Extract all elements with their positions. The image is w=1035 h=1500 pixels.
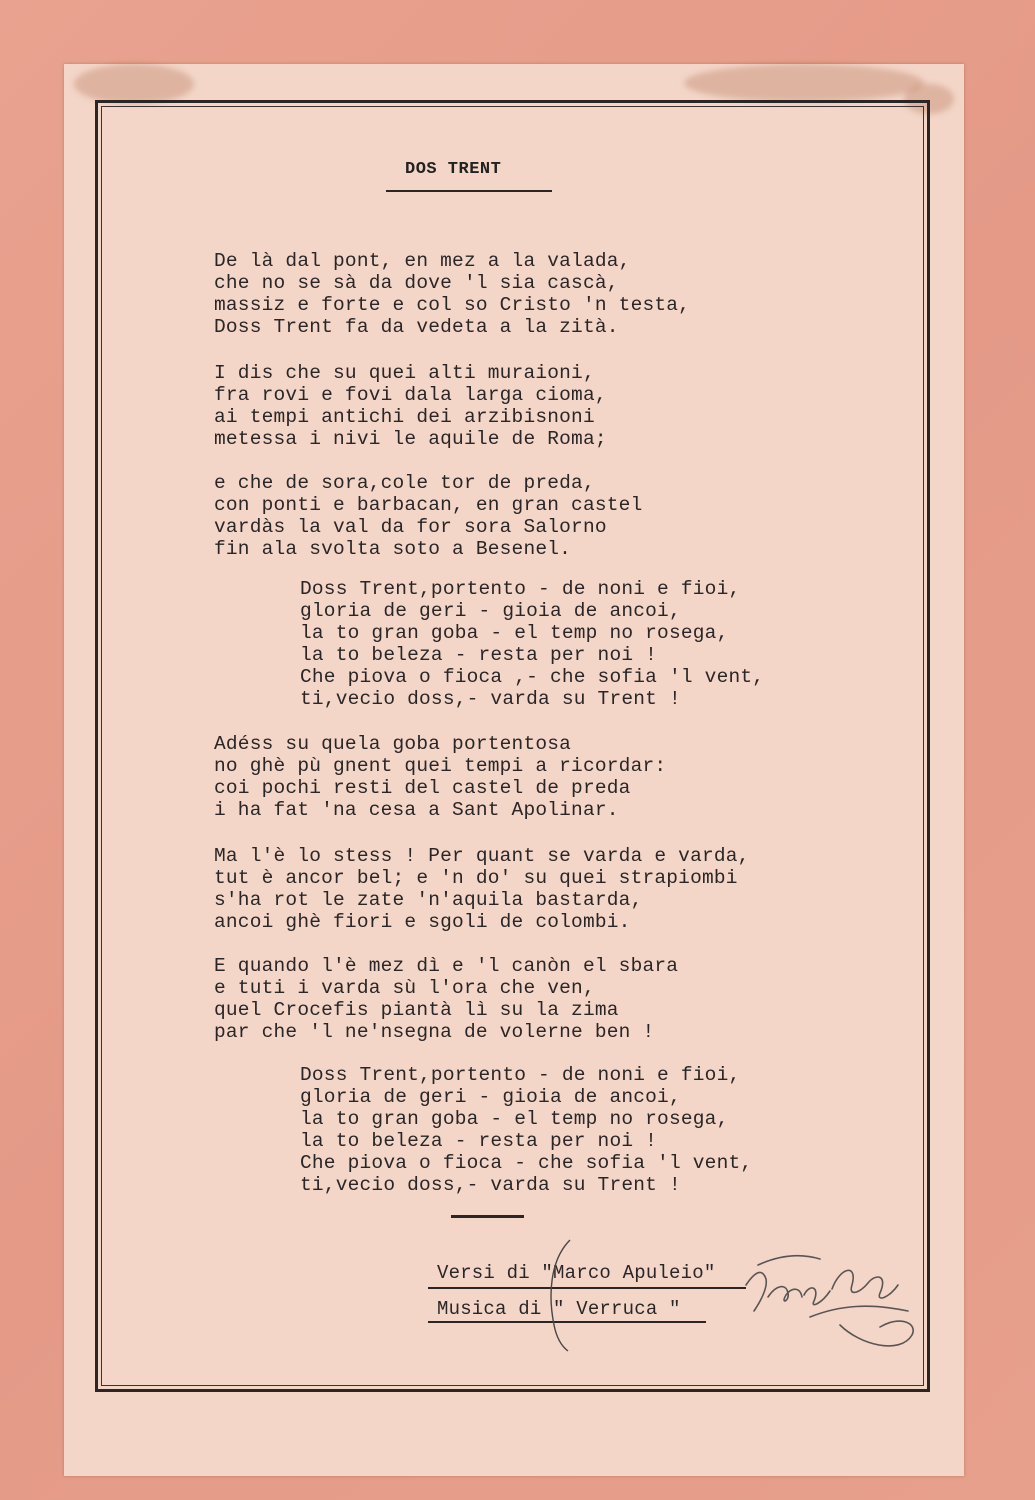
poem-line: metessa i nivi le aquile de Roma; bbox=[214, 428, 607, 450]
poem-line: la to gran goba - el temp no rosega, bbox=[300, 622, 729, 644]
poem-line: fin ala svolta soto a Besenel. bbox=[214, 538, 572, 560]
poem-line: massiz e forte e col so Cristo 'n testa, bbox=[214, 294, 691, 316]
poem-line: la to gran goba - el temp no rosega, bbox=[300, 1108, 729, 1130]
music-credit: Musica di " Verruca " bbox=[437, 1298, 681, 1320]
poem-line: De là dal pont, en mez a la valada, bbox=[214, 250, 631, 272]
poem-line: Adéss su quela goba portentosa bbox=[214, 733, 572, 755]
poem-line: gloria de geri - gioia de ancoi, bbox=[300, 600, 681, 622]
poem-line: Doss Trent,portento - de noni e fioi, bbox=[300, 578, 741, 600]
stanza bbox=[214, 472, 642, 560]
poem-line: Doss Trent,portento - de noni e fioi, bbox=[300, 1064, 741, 1086]
closing-rule bbox=[451, 1215, 524, 1218]
poem-title: DOS TRENT bbox=[405, 160, 502, 179]
poem-line: la to beleza - resta per noi ! bbox=[300, 1130, 658, 1152]
stanza bbox=[214, 362, 607, 450]
poem-line: con ponti e barbacan, en gran castel bbox=[214, 494, 643, 516]
poem-line: la to beleza - resta per noi ! bbox=[300, 644, 658, 666]
stain bbox=[684, 64, 924, 102]
poem-line: par che 'l ne'nsegna de volerne ben ! bbox=[214, 1021, 655, 1043]
poem-line: fra rovi e fovi dala larga cioma, bbox=[214, 384, 607, 406]
poem-line: E quando l'è mez dì e 'l canòn el sbara bbox=[214, 955, 679, 977]
poem-line: tut è ancor bel; e 'n do' su quei strapiombi bbox=[214, 867, 738, 889]
poem-line: vardàs la val da for sora Salorno bbox=[214, 516, 607, 538]
stanza bbox=[214, 250, 690, 338]
stanza bbox=[214, 955, 678, 1043]
refrain-stanza bbox=[300, 578, 764, 710]
poem-line: s'ha rot le zate 'n'aquila bastarda, bbox=[214, 889, 643, 911]
poem-line: ai tempi antichi dei arzibisnoni bbox=[214, 406, 595, 428]
poem-line: ti,vecio doss,- varda su Trent ! bbox=[300, 688, 681, 710]
poem-line: e che de sora,cole tor de preda, bbox=[214, 472, 595, 494]
poem-line: Ma l'è lo stess ! Per quant se varda e varda, bbox=[214, 845, 750, 867]
stanza bbox=[214, 845, 750, 933]
lyrics-credit: Versi di "Marco Apuleio" bbox=[437, 1262, 716, 1284]
poem-line: e tuti i varda sù l'ora che ven, bbox=[214, 977, 595, 999]
signature-text: Luigi Pizarchi bbox=[740, 1245, 749, 1246]
lyrics-credit-underline bbox=[428, 1287, 746, 1289]
brace-mark bbox=[540, 1235, 580, 1355]
poem-line: i ha fat 'na cesa a Sant Apolinar. bbox=[214, 799, 619, 821]
title-underline bbox=[386, 190, 552, 192]
poem-line: gloria de geri - gioia de ancoi, bbox=[300, 1086, 681, 1108]
refrain-stanza bbox=[300, 1064, 752, 1196]
handwritten-signature bbox=[740, 1245, 920, 1365]
poem-line: no ghè pù gnent quei tempi a ricordar: bbox=[214, 755, 667, 777]
poem-line: coi pochi resti del castel de preda bbox=[214, 777, 631, 799]
poem-line: ancoi ghè fiori e sgoli de colombi. bbox=[214, 911, 631, 933]
poem-line: I dis che su quei alti muraioni, bbox=[214, 362, 595, 384]
poem-line: Che piova o fioca ,- che sofia 'l vent, bbox=[300, 666, 765, 688]
poem-line: che no se sà da dove 'l sia cascà, bbox=[214, 272, 619, 294]
poem-line: Doss Trent fa da vedeta a la zità. bbox=[214, 316, 619, 338]
poem-line: quel Crocefis piantà lì su la zima bbox=[214, 999, 619, 1021]
stanza bbox=[214, 733, 666, 821]
poem-line: Che piova o fioca - che sofia 'l vent, bbox=[300, 1152, 753, 1174]
stain bbox=[74, 64, 194, 104]
poem-line: ti,vecio doss,- varda su Trent ! bbox=[300, 1174, 681, 1196]
